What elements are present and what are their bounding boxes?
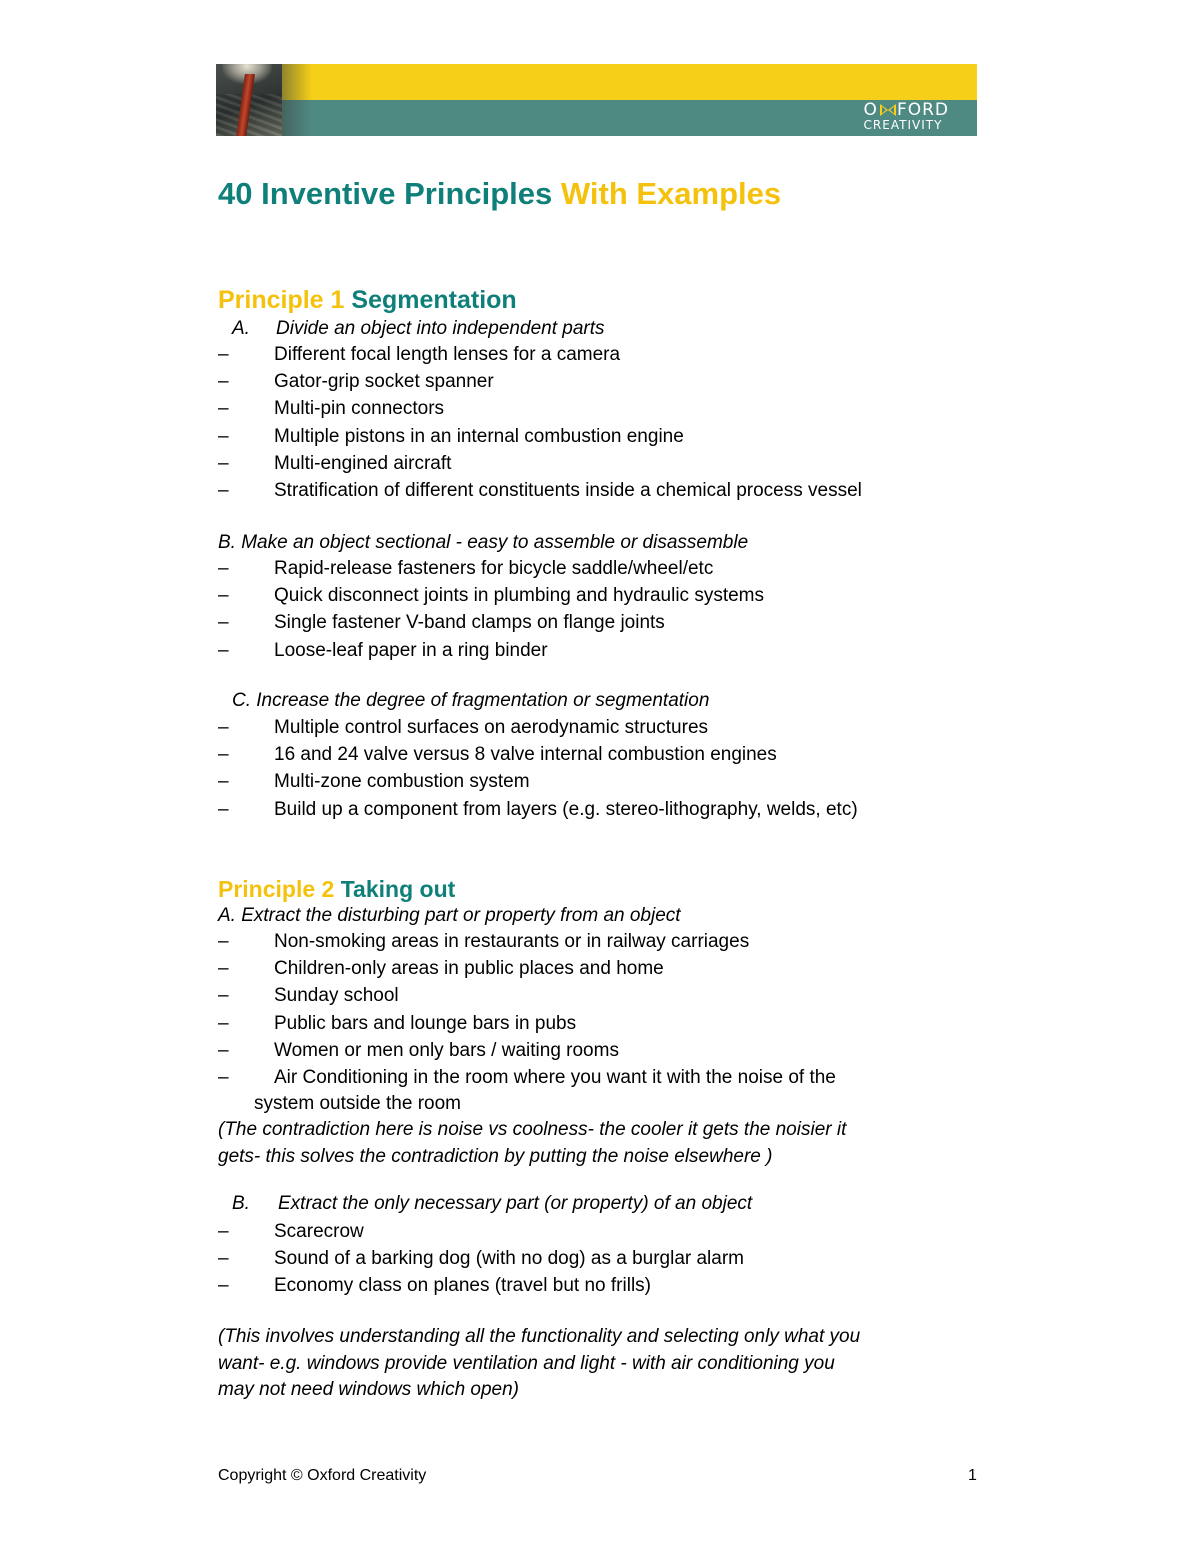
dash: – (218, 612, 229, 634)
subheading-text: Divide an object into independent parts (276, 318, 605, 339)
list-item-text: Economy class on planes (travel but no frills) (274, 1275, 651, 1297)
principle-1-subheading-c (232, 688, 709, 714)
footer-page-number: 1 (968, 1467, 977, 1484)
principle-2-b-note (218, 1324, 860, 1404)
subheading-letter: C. (232, 690, 251, 711)
list-item-text: Public bars and lounge bars in pubs (274, 1012, 577, 1034)
principle-1-heading (218, 283, 517, 317)
list-item-text: Gator-grip socket spanner (274, 371, 494, 393)
oxford-creativity-logo (864, 102, 949, 132)
dash: – (218, 744, 229, 766)
note-line: (This involves understanding all the functionality and selecting only what you (218, 1326, 861, 1347)
dash: – (218, 558, 229, 579)
subheading-text: Make an object sectional - easy to assemble or disassemble (241, 532, 749, 553)
dash: – (218, 1066, 229, 1088)
dash: – (218, 1248, 229, 1270)
bowtie-icon (879, 103, 897, 117)
principle-2-heading (218, 872, 455, 906)
dash: – (218, 344, 229, 365)
document-title (218, 172, 781, 216)
header-banner (216, 64, 977, 136)
list-item-text: Women or men only bars / waiting rooms (274, 1039, 619, 1061)
title-part-1: 40 Inventive Principles (218, 176, 553, 211)
footer-copyright: Copyright © Oxford Creativity (218, 1467, 427, 1484)
dash: – (218, 452, 229, 474)
principle-2-label: Principle 2 (218, 876, 335, 902)
list-item-text: Sunday school (274, 985, 399, 1007)
dash: – (218, 985, 229, 1007)
principle-2-subheading-b (232, 1191, 752, 1217)
subheading-letter: B. (232, 1193, 250, 1214)
list-item-continuation: system outside the room (254, 1093, 461, 1114)
list-item-text: Multiple pistons in an internal combustion engine (274, 425, 684, 447)
principle-1-name: Segmentation (351, 286, 517, 314)
list-item-text: Build up a component from layers (e.g. stereo-lithography, welds, etc) (274, 798, 858, 820)
list-item-text: 16 and 24 valve versus 8 valve internal combustion engines (274, 744, 777, 766)
list-item-text: Air Conditioning in the room where you want it with the noise of the (274, 1066, 836, 1088)
banner-yellow-band (282, 64, 977, 100)
logo-word-ford: FORD (896, 100, 949, 120)
dash: – (218, 717, 229, 738)
list-item-text: Multi-pin connectors (274, 398, 445, 420)
subheading-text: Extract the disturbing part or property from an object (241, 905, 681, 926)
principle-2-subheading-a (218, 903, 681, 929)
list-item-text: Non-smoking areas in restaurants or in railway carriages (274, 931, 750, 952)
note-line: may not need windows which open) (218, 1379, 520, 1400)
list-item-text: Rapid-release fasteners for bicycle saddle/wheel/etc (274, 558, 714, 579)
subheading-letter: A. (232, 318, 250, 339)
principle-1-label: Principle 1 (218, 286, 345, 314)
dash: – (218, 1275, 229, 1297)
list-item-text: Stratification of different constituents inside a chemical process vessel (274, 479, 862, 501)
list-item-text: Loose-leaf paper in a ring binder (274, 639, 548, 661)
dash: – (218, 931, 229, 952)
note-line: (The contradiction here is noise vs coolness- the cooler it gets the noisier it (218, 1119, 847, 1140)
note-line: gets- this solves the contradiction by putting the noise elsewhere ) (218, 1145, 773, 1167)
dash: – (218, 585, 229, 607)
principle-1-subheading-a (232, 316, 605, 342)
list-item-text: Scarecrow (274, 1221, 364, 1242)
list-item-text: Children-only areas in public places and home (274, 958, 664, 980)
dash: – (218, 371, 229, 393)
dash: – (218, 958, 229, 980)
dash: – (218, 479, 229, 501)
list-item-text: Different focal length lenses for a camera (274, 344, 621, 365)
subheading-letter: A. (218, 905, 236, 926)
list-item-text: Multi-engined aircraft (274, 452, 452, 474)
dash: – (218, 639, 229, 661)
list-item-text: Single fastener V-band clamps on flange joints (274, 612, 665, 634)
list-item-text: Quick disconnect joints in plumbing and hydraulic systems (274, 585, 765, 607)
banner-fade (282, 64, 312, 136)
principle-2-name: Taking out (340, 876, 456, 902)
logo-line1 (864, 102, 949, 118)
principle-1-subheading-b (218, 530, 748, 556)
note-line: want- e.g. windows provide ventilation and light - with air conditioning you (218, 1352, 835, 1374)
dash: – (218, 771, 229, 793)
dash: – (218, 425, 229, 447)
list-item-text: Sound of a barking dog (with no dog) as a burglar alarm (274, 1248, 744, 1270)
subheading-text: Increase the degree of fragmentation or segmentation (256, 690, 710, 711)
principle-2-a-note (218, 1117, 846, 1170)
subheading-text: Extract the only necessary part (or property) of an object (278, 1193, 753, 1214)
logo-line2: CREATIVITY (863, 118, 943, 132)
dash: – (218, 1039, 229, 1061)
dash: – (218, 1221, 229, 1242)
subheading-letter: B. (218, 532, 236, 553)
dash: – (218, 1012, 229, 1034)
title-part-2: With Examples (560, 176, 782, 211)
list-item-text: Multi-zone combustion system (274, 771, 530, 793)
dash: – (218, 798, 229, 820)
list-item-text: Multiple control surfaces on aerodynamic structures (274, 717, 709, 738)
dash: – (218, 398, 229, 420)
banner-photo (216, 64, 282, 136)
logo-letter-o: O (863, 100, 878, 120)
